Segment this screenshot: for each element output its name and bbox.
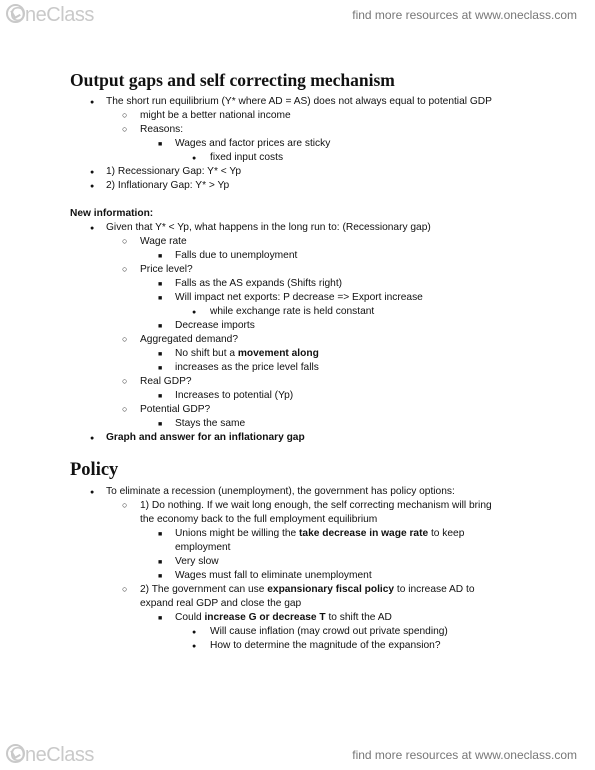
- bullet-icon: [90, 431, 94, 445]
- logo-text: OneClass: [10, 4, 94, 26]
- bold-text: movement along: [237, 348, 319, 359]
- list-item: To eliminate a recession (unemployment), the government has policy options:: [106, 486, 455, 497]
- list-item-continuation: expand real GDP and close the gap: [140, 598, 302, 609]
- list-item: How to determine the magnitude of the expansion?: [210, 640, 441, 651]
- bullet-icon: [158, 347, 162, 361]
- list-item: increases as the price level falls: [175, 362, 319, 373]
- bullet-icon: [90, 221, 94, 235]
- list-item: Given that Y* < Yp, what happens in the long run to: (Recessionary gap): [106, 222, 431, 233]
- bullet-icon: [122, 333, 127, 346]
- list-item: Falls as the AS expands (Shifts right): [175, 278, 343, 289]
- list-item: 2) Inflationary Gap: Y* > Yp: [106, 180, 230, 191]
- list-item: Will impact net exports: P decrease => Export increase: [175, 292, 423, 303]
- text-run: Unions might be willing the: [175, 528, 300, 539]
- list-item: The short run equilibrium (Y* where AD = AS) does not always equal to potential GDP: [106, 96, 492, 107]
- bold-text: increase G or decrease T: [204, 612, 326, 623]
- text-run: No shift but a: [175, 348, 238, 359]
- bullet-icon: [90, 165, 94, 179]
- list-item: Wage rate: [140, 236, 187, 247]
- bullet-icon: [158, 361, 162, 375]
- logo-icon: [6, 744, 25, 763]
- page-footer: [0, 740, 595, 770]
- bullet-icon: [158, 291, 162, 305]
- list-item: fixed input costs: [210, 152, 284, 163]
- bullet-icon: [158, 555, 162, 569]
- list-item: Aggregated demand?: [140, 334, 238, 345]
- list-item: 1) Do nothing. If we wait long enough, the self correcting mechanism will bring: [140, 500, 492, 511]
- bullet-icon: [158, 249, 162, 263]
- list-item: Graph and answer for an inflationary gap: [106, 432, 305, 443]
- header-link[interactable]: find more resources at www.oneclass.com: [352, 8, 577, 22]
- bold-text: expansionary fiscal policy: [267, 584, 395, 595]
- bullet-icon: [158, 137, 162, 151]
- list-item: Increases to potential (Yp): [175, 390, 294, 401]
- list-item: [175, 611, 392, 624]
- list-item: Will cause inflation (may crowd out private spending): [210, 626, 448, 637]
- list-item: Real GDP?: [140, 376, 192, 387]
- text-run: Could: [175, 612, 205, 623]
- list-item: Very slow: [175, 556, 219, 567]
- list-item: Stays the same: [175, 418, 246, 429]
- list-item: Price level?: [140, 264, 193, 275]
- logo-icon: [6, 4, 25, 23]
- bullet-icon: [158, 611, 162, 625]
- bullet-icon: [192, 305, 196, 319]
- bullet-icon: [192, 639, 196, 653]
- bullet-icon: [90, 95, 94, 109]
- list-item-continuation: employment: [175, 542, 231, 553]
- section-title: Policy: [70, 460, 119, 480]
- bullet-icon: [122, 123, 127, 136]
- list-item: Potential GDP?: [140, 404, 211, 415]
- bullet-icon: [90, 485, 94, 499]
- logo-text: OneClass: [10, 744, 94, 766]
- list-item-continuation: the economy back to the full employment equilibrium: [140, 514, 378, 525]
- text-run: to keep: [428, 528, 465, 539]
- bullet-icon: [122, 235, 127, 248]
- bullet-icon: [158, 527, 162, 541]
- list-item: while exchange rate is held constant: [210, 306, 375, 317]
- bullet-icon: [122, 499, 127, 512]
- list-item: might be a better national income: [140, 110, 291, 121]
- list-item: Decrease imports: [175, 320, 255, 331]
- oneclass-logo[interactable]: [6, 4, 94, 27]
- list-item: 1) Recessionary Gap: Y* < Yp: [106, 166, 242, 177]
- list-item: Wages and factor prices are sticky: [175, 138, 331, 149]
- section-title: Output gaps and self correcting mechanism: [70, 70, 395, 90]
- bullet-icon: [158, 389, 162, 403]
- list-item: [175, 527, 464, 540]
- list-item: Wages must fall to eliminate unemployment: [175, 570, 372, 581]
- subheading: New information:: [70, 208, 154, 219]
- list-item: [140, 583, 475, 596]
- bullet-icon: [90, 179, 94, 193]
- bullet-icon: [158, 277, 162, 291]
- bullet-icon: [122, 403, 127, 416]
- page-header: [0, 0, 595, 30]
- text-run: to shift the AD: [325, 612, 392, 623]
- text-run: to increase AD to: [394, 584, 475, 595]
- list-item: [175, 347, 319, 360]
- bullet-icon: [122, 375, 127, 388]
- oneclass-logo[interactable]: [6, 744, 94, 767]
- text-run: 2) The government can use: [140, 584, 268, 595]
- list-item: Falls due to unemployment: [175, 250, 298, 261]
- footer-link[interactable]: find more resources at www.oneclass.com: [352, 748, 577, 762]
- bullet-icon: [122, 263, 127, 276]
- bullet-icon: [158, 319, 162, 333]
- bullet-icon: [158, 417, 162, 431]
- list-item: Reasons:: [140, 124, 184, 135]
- bullet-icon: [122, 109, 127, 122]
- bullet-icon: [192, 625, 196, 639]
- bullet-icon: [158, 569, 162, 583]
- bullet-icon: [122, 583, 127, 596]
- bold-text: take decrease in wage rate: [299, 528, 429, 539]
- bullet-icon: [192, 151, 196, 165]
